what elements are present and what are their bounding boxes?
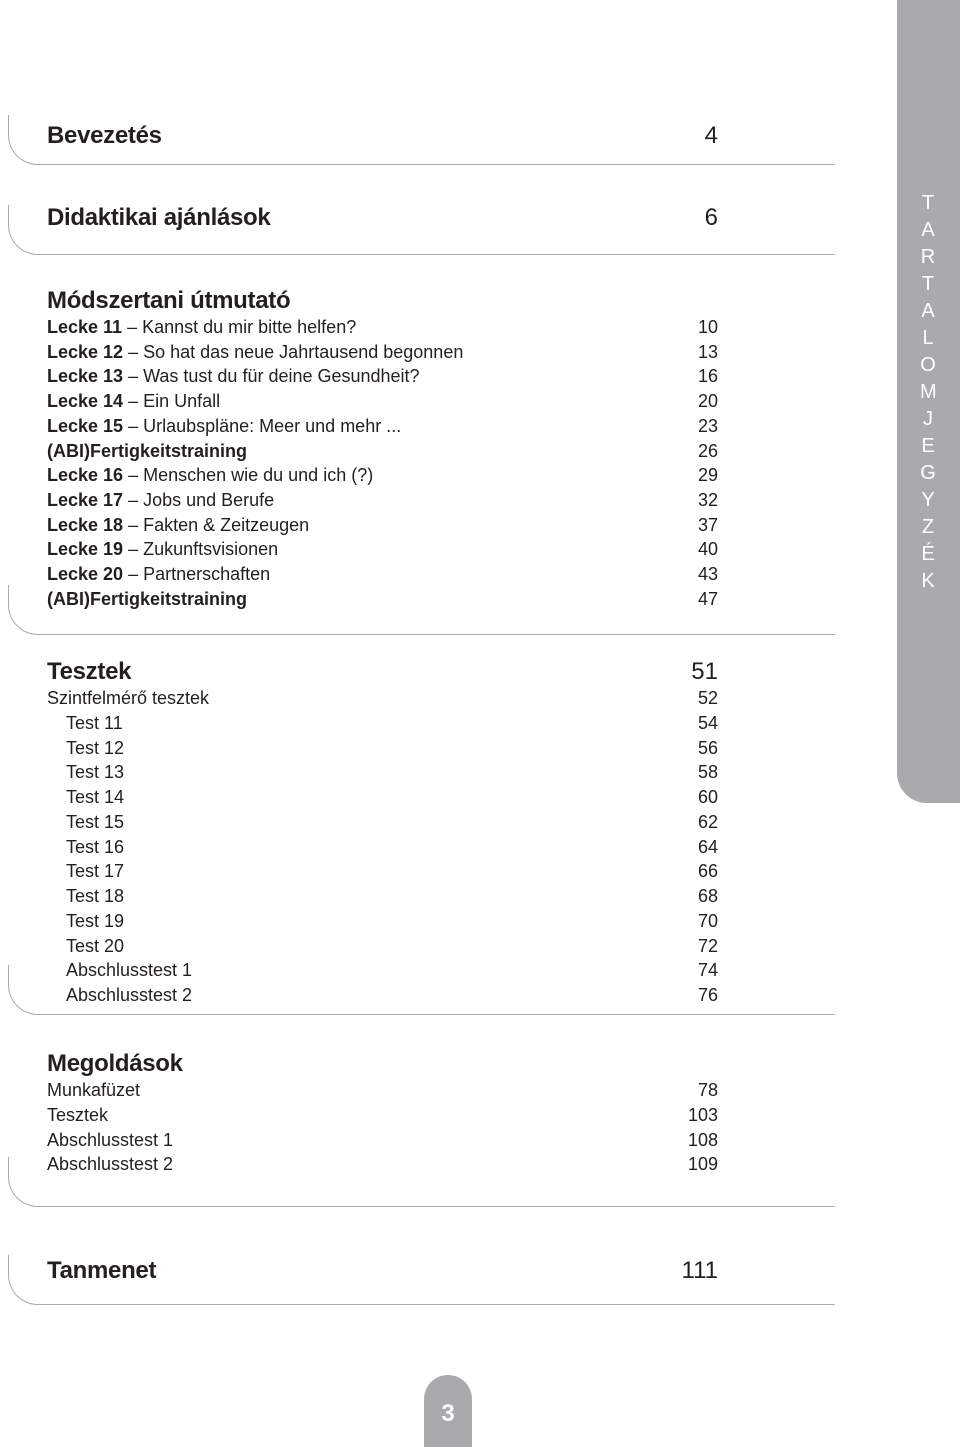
toc-row-title: Munkafüzet [47, 1080, 141, 1100]
page-didaktikai: 6 [704, 204, 718, 231]
page-tanmenet: 111 [681, 1257, 718, 1284]
toc-row-title: Test 11 [66, 712, 123, 733]
toc-row-page: 68 [697, 886, 718, 906]
toc-row[interactable] [66, 835, 718, 860]
toc-row[interactable] [47, 1152, 718, 1177]
toc-row-label [47, 587, 247, 612]
side-tab [897, 0, 960, 803]
toc-row[interactable] [66, 909, 718, 934]
toc-row-label [47, 1128, 173, 1153]
toc-row-title: Tesztek [47, 1104, 109, 1125]
toc-row-page: 29 [697, 465, 718, 486]
toc-row-lecke: Lecke 16 [47, 465, 124, 486]
toc-row-label [47, 537, 278, 562]
heading-didaktikai[interactable]: Didaktikai ajánlások [47, 204, 271, 231]
toc-row-page: 54 [697, 712, 718, 733]
toc-row-title: – Was tust du für deine Gesundheit? [123, 366, 420, 387]
page-bevezetes: 4 [704, 122, 718, 149]
toc-row-title: – Jobs und Berufe [123, 489, 275, 510]
toc-row[interactable] [47, 488, 718, 513]
toc-row-lecke: Lecke 18 [47, 514, 124, 535]
toc-row-title: Test 14 [66, 787, 125, 807]
toc-row-title: Abschlusstest 1 [47, 1129, 174, 1150]
toc-row-title: – Zukunftsvisionen [123, 539, 279, 560]
toc-row-lecke: Lecke 20 [47, 564, 124, 584]
heading-tesztek[interactable]: Tesztek [47, 658, 132, 685]
toc-row-label [47, 1078, 140, 1103]
toc-row-title: – Menschen wie du und ich (?) [123, 465, 374, 486]
toc-row-label [47, 414, 401, 439]
toc-row[interactable] [66, 785, 718, 810]
toc-row-label [66, 736, 124, 761]
toc-row-page: 74 [697, 960, 718, 981]
toc-row-title: Test 16 [66, 836, 125, 857]
toc-row-label [66, 983, 192, 1008]
toc-row-title: – Partnerschaften [123, 564, 271, 584]
toc-row-page: 16 [697, 366, 718, 387]
toc-row[interactable] [66, 884, 718, 909]
toc-row-lecke: Lecke 12 [47, 341, 124, 362]
toc-row-title: Test 13 [66, 762, 125, 783]
toc-row-page: 70 [697, 910, 718, 931]
toc-row-page: 26 [697, 440, 718, 461]
toc-row-lecke: Lecke 19 [47, 539, 124, 560]
toc-row-lecke: (ABI)Fertigkeitstraining [47, 588, 248, 609]
toc-row[interactable] [47, 315, 718, 340]
toc-row-page: 52 [697, 688, 718, 708]
toc-row[interactable] [47, 1103, 718, 1128]
toc-row-label [66, 884, 124, 909]
toc-row-label [66, 859, 124, 884]
toc-row-page: 10 [697, 317, 718, 337]
toc-row-label [47, 439, 247, 464]
toc-row-label [66, 760, 124, 785]
toc-row-page: 37 [697, 514, 718, 535]
toc-row[interactable] [66, 934, 718, 959]
toc-row-label [47, 686, 209, 711]
toc-row-label [66, 835, 124, 860]
toc-row[interactable] [66, 711, 718, 736]
toc-row[interactable] [47, 389, 718, 414]
toc-row-title: Test 19 [66, 910, 125, 931]
toc-row-label [47, 1152, 173, 1177]
toc-row-page: 64 [697, 836, 718, 857]
toc-row-page: 13 [697, 341, 718, 362]
toc-row[interactable] [47, 1128, 718, 1153]
toc-row[interactable] [47, 364, 718, 389]
toc-row-page: 40 [697, 539, 718, 560]
toc-row-label [47, 463, 373, 488]
heading-megoldasok[interactable]: Megoldások [47, 1050, 183, 1077]
heading-bevezetes[interactable]: Bevezetés [47, 122, 162, 149]
toc-row-title: – Fakten & Zeitzeugen [123, 514, 310, 535]
toc-row-label [66, 711, 123, 736]
toc-row[interactable] [66, 760, 718, 785]
toc-row-label [47, 340, 463, 365]
toc-row-page: 78 [697, 1080, 718, 1100]
toc-row[interactable] [47, 439, 718, 464]
toc-row-lecke: Lecke 11 [47, 317, 123, 337]
toc-row-page: 66 [697, 861, 718, 882]
toc-row-label [66, 934, 124, 959]
toc-row-label [47, 562, 270, 587]
toc-row-page: 72 [697, 935, 718, 956]
toc-row[interactable] [47, 463, 718, 488]
toc-row-title: Abschlusstest 2 [66, 985, 193, 1005]
side-label: TARTALOMJEGYZÉK [920, 192, 937, 592]
toc-row[interactable] [47, 562, 718, 587]
toc-row-label [47, 315, 356, 340]
toc-row[interactable] [47, 1078, 718, 1103]
toc-row-label [47, 1103, 108, 1128]
toc-row-label [47, 488, 274, 513]
toc-row-title: – So hat das neue Jahrtausend begonnen [123, 341, 464, 362]
toc-row-title: – Ein Unfall [123, 391, 221, 412]
toc-row-label [47, 389, 220, 414]
toc-row-page: 56 [697, 737, 718, 758]
heading-tanmenet[interactable]: Tanmenet [47, 1257, 157, 1284]
toc-row-page: 32 [697, 489, 718, 510]
toc-row-page: 76 [697, 985, 718, 1005]
toc-row-page: 58 [697, 762, 718, 783]
toc-row-label [66, 909, 124, 934]
toc-row-page: 47 [697, 588, 718, 609]
toc-row-page: 108 [687, 1129, 718, 1150]
toc-row-label [47, 513, 309, 538]
toc-row-lecke: Lecke 14 [47, 391, 124, 412]
toc-row[interactable] [47, 587, 718, 612]
toc-row-label [66, 958, 192, 983]
toc-row[interactable] [66, 958, 718, 983]
toc-row-page: 60 [697, 787, 718, 807]
toc-row-lecke: Lecke 15 [47, 415, 124, 436]
toc-row-title: Abschlusstest 1 [66, 960, 193, 981]
toc-row-lecke: Lecke 13 [47, 366, 124, 387]
toc-row-title: Test 20 [66, 935, 125, 956]
toc-row[interactable] [47, 340, 718, 365]
toc-row-title: – Kannst du mir bitte helfen? [122, 317, 357, 337]
toc-row-page: 20 [697, 391, 718, 412]
toc-row-label [47, 364, 420, 389]
page-tesztek: 51 [691, 658, 718, 685]
toc-row-title: Abschlusstest 2 [47, 1154, 174, 1175]
toc-row-label [66, 785, 124, 810]
toc-row[interactable] [66, 810, 718, 835]
toc-row-title: Test 17 [66, 861, 125, 882]
toc-row-label [66, 810, 124, 835]
toc-row-page: 43 [697, 564, 718, 584]
toc-row-lecke: (ABI)Fertigkeitstraining [47, 440, 248, 461]
toc-row[interactable] [66, 983, 718, 1008]
toc-row-page: 62 [697, 811, 718, 832]
toc-row[interactable] [47, 537, 718, 562]
heading-modszertani[interactable]: Módszertani útmutató [47, 287, 291, 314]
toc-row-lecke: Lecke 17 [47, 489, 124, 510]
toc-row-title: – Urlaubspläne: Meer und mehr ... [123, 415, 402, 436]
toc-row-title: Szintfelmérő tesztek [47, 688, 210, 708]
toc-row-title: Test 15 [66, 811, 125, 832]
toc-row-title: Test 12 [66, 737, 125, 758]
toc-row[interactable] [47, 513, 718, 538]
toc-row[interactable] [47, 686, 718, 711]
toc-row-page: 103 [687, 1104, 718, 1125]
toc-row-title: Test 18 [66, 886, 125, 906]
toc-row[interactable] [47, 414, 718, 439]
toc-row-page: 23 [697, 415, 718, 436]
toc-row-page: 109 [687, 1154, 718, 1175]
page-number: 3 [424, 1375, 472, 1447]
toc-row[interactable] [66, 736, 718, 761]
toc-row[interactable] [66, 859, 718, 884]
